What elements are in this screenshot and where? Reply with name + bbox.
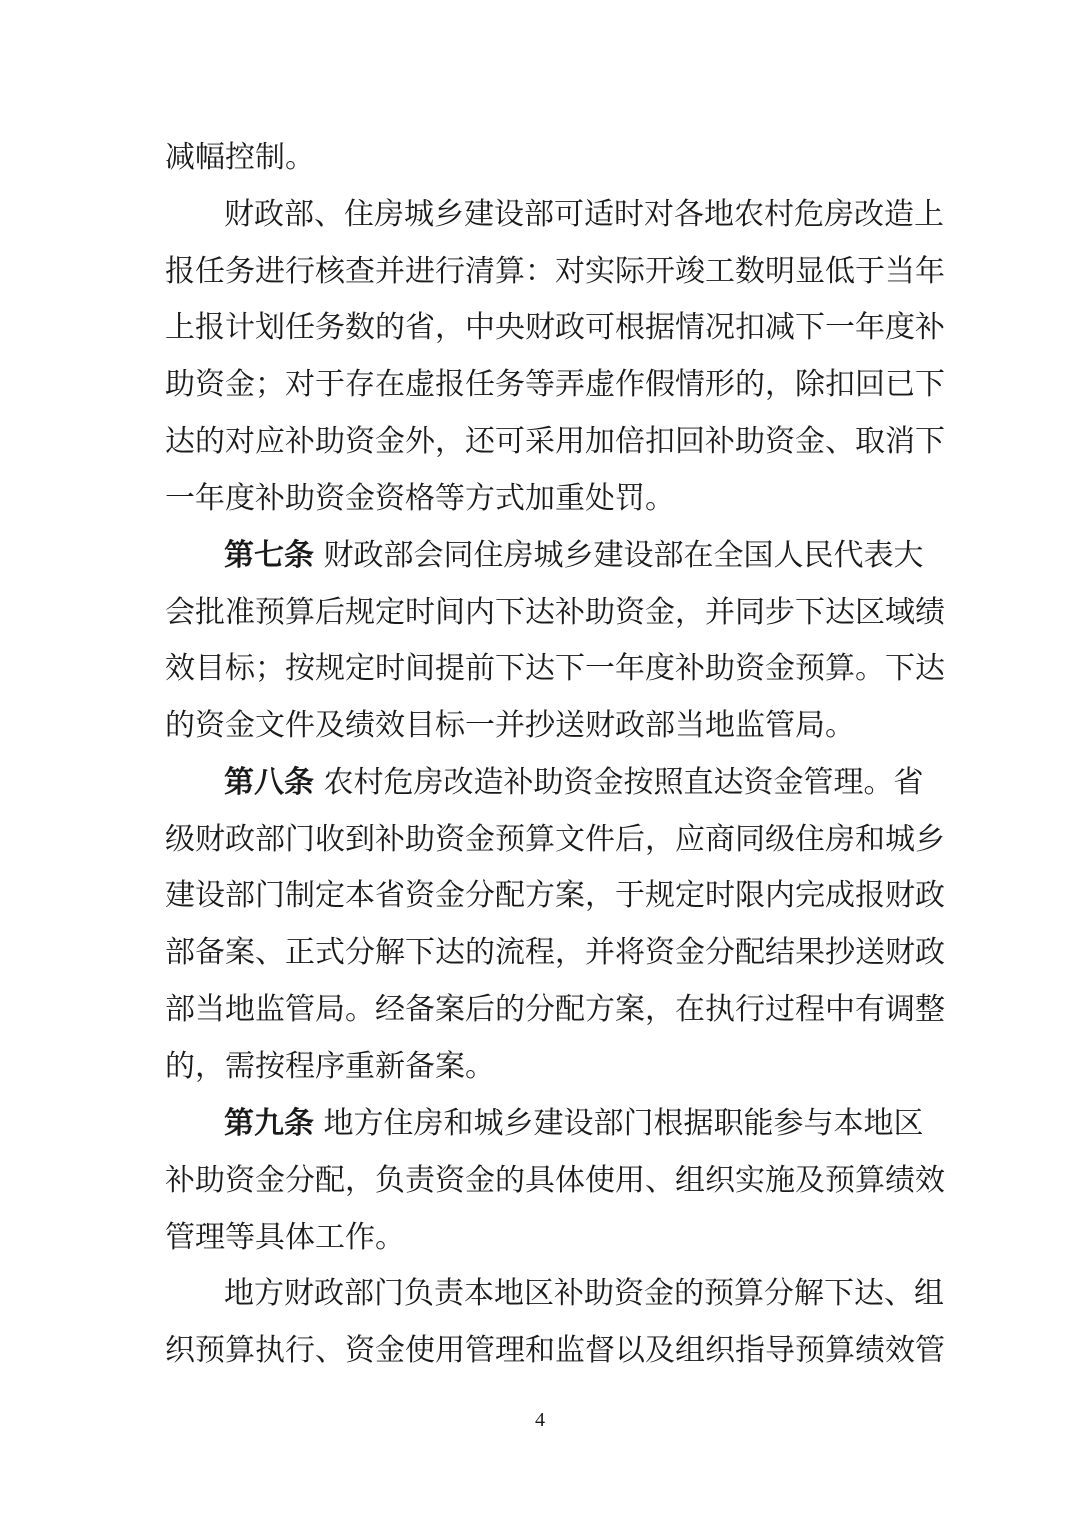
text-line: 达的对应补助资金外，还可采用加倍扣回补助资金、取消下 bbox=[165, 424, 945, 459]
article-8-heading-line: 第八条 农村危房改造补助资金按照直达资金管理。省 bbox=[224, 765, 924, 800]
article-7-heading-line: 第七条 财政部会同住房城乡建设部在全国人民代表大 bbox=[224, 538, 924, 573]
article-9-heading-line: 第九条 地方住房和城乡建设部门根据职能参与本地区 bbox=[224, 1106, 924, 1141]
text-line: 效目标；按规定时间提前下达下一年度补助资金预算。下达 bbox=[165, 651, 945, 686]
text-line: 减幅控制。 bbox=[165, 140, 315, 175]
article-number: 第八条 bbox=[224, 765, 314, 800]
text-line: 部当地监管局。经备案后的分配方案，在执行过程中有调整 bbox=[165, 992, 945, 1027]
article-number: 第七条 bbox=[224, 538, 314, 573]
page-number: 4 bbox=[535, 1409, 545, 1431]
text-line: 管理等具体工作。 bbox=[165, 1220, 405, 1255]
text-line: 补助资金分配，负责资金的具体使用、组织实施及预算绩效 bbox=[165, 1163, 945, 1198]
text-line: 的资金文件及绩效目标一并抄送财政部当地监管局。 bbox=[165, 708, 855, 743]
text-line: 助资金；对于存在虚报任务等弄虚作假情形的，除扣回已下 bbox=[165, 367, 945, 402]
text-line: 会批准预算后规定时间内下达补助资金，并同步下达区域绩 bbox=[165, 595, 945, 630]
paragraph-first-line: 财政部、住房城乡建设部可适时对各地农村危房改造上 bbox=[224, 197, 944, 232]
article-number: 第九条 bbox=[224, 1106, 314, 1141]
text-line: 建设部门制定本省资金分配方案，于规定时限内完成报财政 bbox=[165, 878, 945, 913]
text-line: 级财政部门收到补助资金预算文件后，应商同级住房和城乡 bbox=[165, 822, 945, 857]
text-line: 报任务进行核查并进行清算：对实际开竣工数明显低于当年 bbox=[165, 254, 945, 289]
text-line: 的，需按程序重新备案。 bbox=[165, 1049, 495, 1084]
text-line: 织预算执行、资金使用管理和监督以及组织指导预算绩效管 bbox=[165, 1333, 945, 1368]
text-line: 一年度补助资金资格等方式加重处罚。 bbox=[165, 481, 675, 516]
paragraph-first-line: 地方财政部门负责本地区补助资金的预算分解下达、组 bbox=[224, 1276, 944, 1311]
text-line: 部备案、正式分解下达的流程，并将资金分配结果抄送财政 bbox=[165, 935, 945, 970]
text-line: 上报计划任务数的省，中央财政可根据情况扣减下一年度补 bbox=[165, 310, 945, 345]
